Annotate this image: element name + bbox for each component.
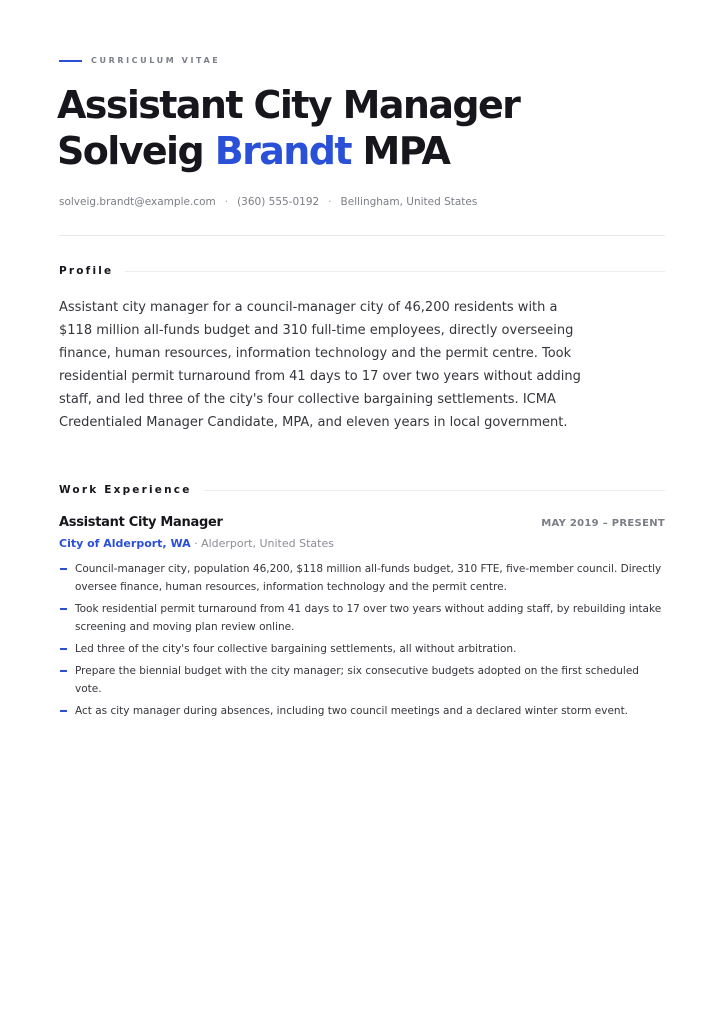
header-divider — [59, 235, 665, 236]
bullet-dash — [60, 710, 67, 712]
list-item — [59, 640, 665, 658]
bullet-dash — [60, 670, 67, 672]
bullet-text: Led three of the city's four collective bargaining settlements, all without arbitration. — [75, 643, 517, 655]
contact-phone[interactable]: (360) 555-0192 — [237, 196, 320, 208]
title-role: Assistant City Manager — [57, 83, 520, 127]
list-item — [59, 662, 665, 698]
eyebrow-rule — [59, 60, 82, 62]
eyebrow — [59, 56, 220, 65]
experience-heading-label: Work Experience — [59, 484, 192, 496]
name-last: Brandt — [214, 129, 351, 173]
section-rule — [125, 271, 665, 272]
contact-location: Bellingham, United States — [340, 196, 478, 208]
job-location: · Alderport, United States — [190, 537, 334, 550]
list-item — [59, 560, 665, 596]
title-name — [57, 128, 697, 174]
job-dates: MAY 2019 – PRESENT — [541, 518, 665, 529]
experience-heading — [59, 484, 665, 496]
contact-line — [59, 196, 477, 208]
bullet-text: Council-manager city, population 46,200, $118 million all-funds budget, 310 FTE, five-member council. Directly oversee finance, human resources, information technology and the permit centre. — [75, 563, 662, 593]
bullet-text: Act as city manager during absences, including two council meetings and a declared winter storm event. — [75, 705, 629, 717]
bullet-dash — [60, 608, 67, 610]
eyebrow-label: CURRICULUM VITAE — [91, 56, 221, 65]
contact-separator: · — [328, 196, 332, 208]
list-item — [59, 702, 665, 720]
profile-text: Assistant city manager for a council-manager city of 46,200 residents with a $118 million all-funds budget and 310 full-time employees, directly overseeing finance, human resources, information technology and the permit centre. Took residential permit turnaround from 41 days to 17 over two years without adding staff, and led three of the city's four collective bargaining settlements. ICMA Credentialed Manager Candidate, MPA, and eleven years in local government. — [59, 300, 581, 430]
page-title — [57, 82, 697, 174]
bullet-dash — [60, 568, 67, 570]
name-suffix: MPA — [362, 129, 450, 173]
profile-heading — [59, 265, 665, 277]
section-rule — [204, 490, 665, 491]
contact-email[interactable]: solveig.brandt@example.com — [59, 196, 216, 208]
job-title: Assistant City Manager — [59, 515, 223, 530]
job-organization-line — [59, 537, 334, 550]
bullet-text: Took residential permit turnaround from 41 days to 17 over two years without adding staff, by rebuilding intake screening and moving plan review online. — [75, 603, 662, 633]
profile-heading-label: Profile — [59, 265, 114, 277]
list-item — [59, 600, 665, 636]
bullet-dash — [60, 648, 67, 650]
job-organization[interactable]: City of Alderport, WA — [59, 537, 191, 550]
contact-separator: · — [224, 196, 229, 208]
name-first: Solveig — [57, 129, 204, 173]
bullet-text: Prepare the biennial budget with the city manager; six consecutive budgets adopted on the first scheduled vote. — [75, 665, 639, 695]
job-bullets — [59, 560, 665, 724]
